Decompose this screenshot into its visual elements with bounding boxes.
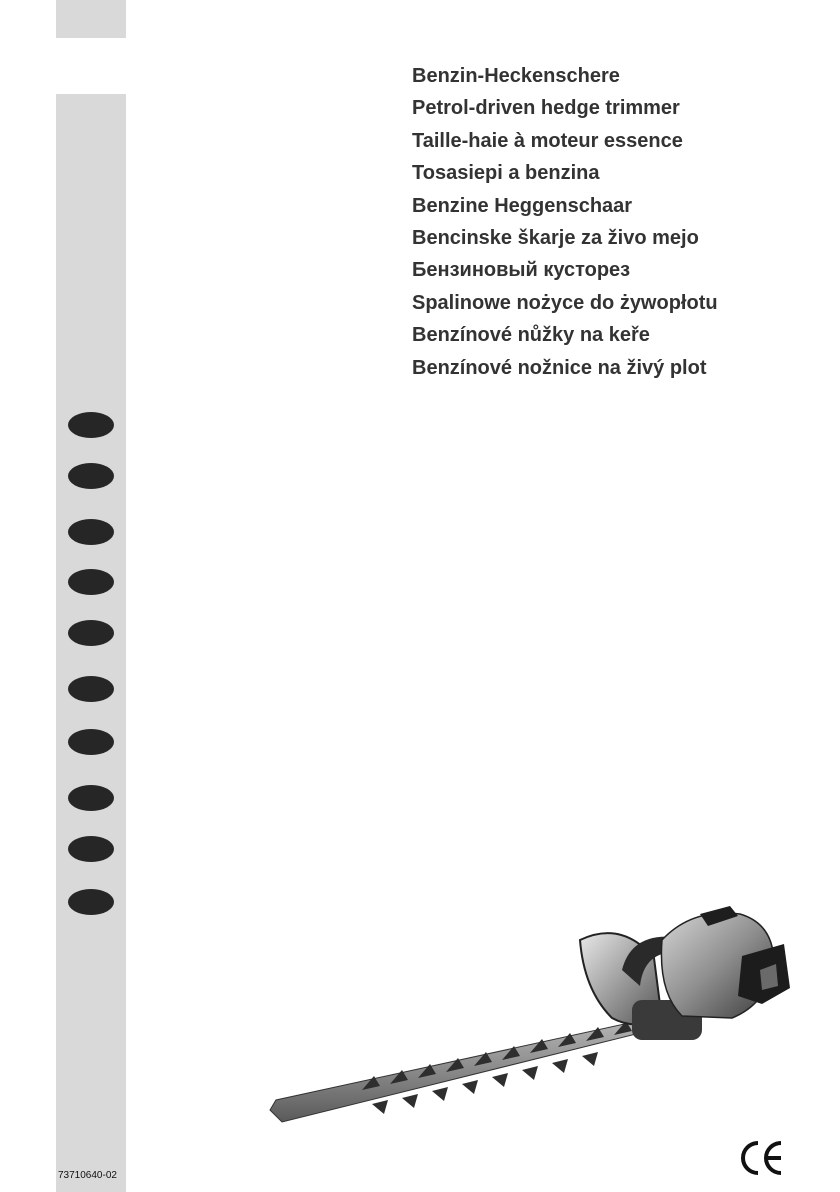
title-it: Tosasiepi a benzina	[412, 162, 600, 185]
document-number: 73710640-02	[58, 1170, 117, 1181]
title-pl: Spalinowe nożyce do żywopłotu	[412, 291, 718, 314]
product-title-list	[412, 60, 718, 384]
ce-mark-icon	[738, 1138, 784, 1178]
language-badge-3	[68, 519, 114, 545]
title-cs: Benzínové nůžky na keře	[412, 324, 650, 347]
title-fr: Taille-haie à moteur essence	[412, 129, 683, 152]
language-badge-2	[68, 463, 114, 489]
side-strip-top	[56, 0, 126, 38]
title-ru: Бензиновый кусторез	[412, 259, 631, 282]
language-badge-5	[68, 620, 114, 646]
title-en: Petrol-driven hedge trimmer	[412, 97, 680, 120]
title-de: Benzin-Heckenschere	[412, 65, 620, 87]
language-badge-4	[68, 569, 114, 595]
hedge-trimmer-image	[262, 900, 792, 1140]
language-badge-9	[68, 836, 114, 862]
language-badge-8	[68, 785, 114, 811]
title-sl: Bencinske škarje za živo mejo	[412, 227, 699, 250]
language-badge-10	[68, 889, 114, 915]
language-badge-1	[68, 412, 114, 438]
title-sk: Benzínové nožnice na živý plot	[412, 356, 707, 379]
language-badge-6	[68, 676, 114, 702]
title-nl: Benzine Heggenschaar	[412, 194, 633, 217]
language-badge-7	[68, 729, 114, 755]
